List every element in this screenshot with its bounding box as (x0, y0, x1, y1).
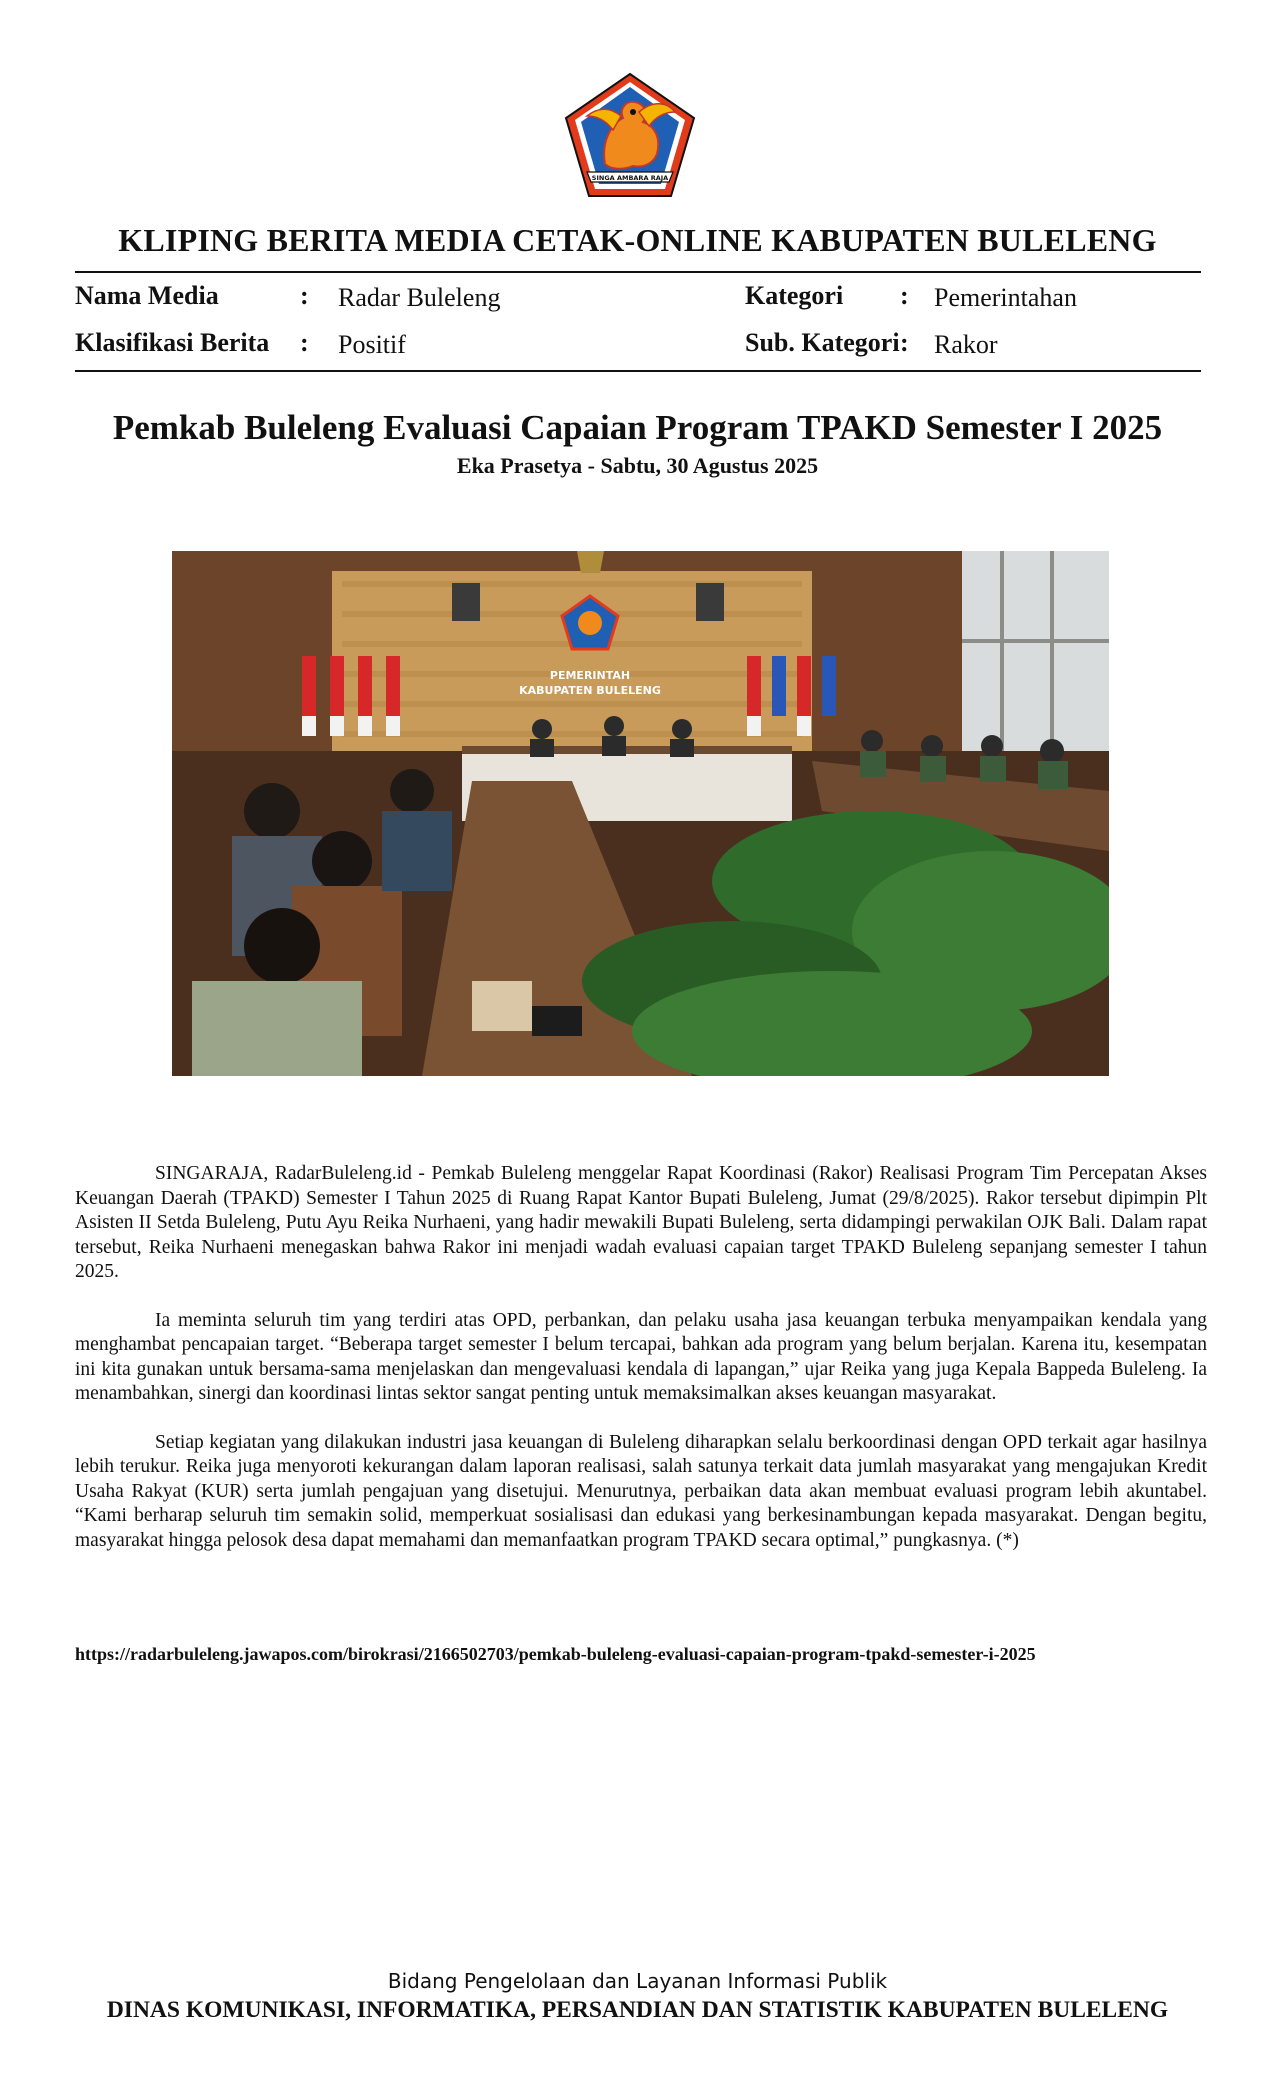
meeting-room-photo (172, 551, 1109, 1076)
article-byline: Eka Prasetya - Sabtu, 30 Agustus 2025 (456, 453, 819, 478)
document-title: KLIPING BERITA MEDIA CETAK-ONLINE KABUPATEN BULELENG (118, 222, 1157, 258)
emblem-banner-text: SINGA AMBARA RAJA (591, 174, 669, 182)
top-divider (75, 271, 1201, 273)
subcategory-label: Sub. Kategori (745, 328, 900, 357)
source-url-link[interactable]: https://radarbuleleng.jawapos.com/birokrasi/2166502703/pemkab-buleleng-evaluasi-capaian-program-tpakd-semester-i-2025 (75, 1644, 1036, 1664)
classification-value: Positif (338, 330, 406, 359)
subcategory-value: Rakor (934, 330, 998, 359)
media-colon: : (300, 281, 309, 310)
article-paragraph: Ia meminta seluruh tim yang terdiri atas OPD, perbankan, dan pelaku usaha jasa keuangan terbuka menyampaikan kendala yang menghambat pencapaian target. “Beberapa target semester I belum tercapai, bahkan ada program yang belum berjalan. Karena itu, kesempatan ini kita gunakan untuk bersama-sama menjelaskan dan mengevaluasi kendala di lapangan,” ujar Reika yang juga Kepala Bappeda Buleleng. Ia menambahkan, sinergi dan koordinasi lintas sektor sangat penting untuk memaksimalkan akses keuangan masyarakat. (75, 1309, 1207, 1404)
article-paragraph: SINGARAJA, RadarBuleleng.id - Pemkab Buleleng menggelar Rapat Koordinasi (Rakor) Realisasi Program Tim Percepatan Akses Keuangan Daerah (TPAKD) Semester I Tahun 2025 di Ruang Rapat Kantor Bupati Buleleng, Jumat (29/8/2025). Rakor tersebut dipimpin Plt Asisten II Setda Buleleng, Putu Ayu Reika Nurhaeni, yang hadir mewakili Bupati Buleleng, serta didampingi perwakilan OJK Bali. Dalam rapat tersebut, Reika Nurhaeni menegaskan bahwa Rakor ini menjadi wadah evaluasi capaian target TPAKD Buleleng sepanjang semester I tahun 2025. (75, 1163, 1207, 1282)
footer-agency: DINAS KOMUNIKASI, INFORMATIKA, PERSANDIAN DAN STATISTIK KABUPATEN BULELENG (106, 1997, 1169, 2023)
buleleng-regency-emblem-icon (563, 72, 697, 200)
wall-text-line2: KABUPATEN BULELENG (519, 684, 661, 697)
category-colon: : (900, 281, 909, 310)
article-body (75, 1162, 1207, 1577)
article-paragraph: Setiap kegiatan yang dilakukan industri jasa keuangan di Buleleng diharapkan selalu berkoordinasi dengan OPD terkait agar hasilnya lebih terukur. Reika juga menyoroti kekurangan dalam laporan realisasi, salah satunya terkait data jumlah masyarakat yang mengajukan Kredit Usaha Rakyat (KUR) serta jumlah pengajuan yang disetujui. Menurutnya, perbaikan data akan membuat evaluasi program lebih akuntabel. “Kami berharap seluruh tim semakin solid, memperkuat sosialisasi dan edukasi yang berkesinambungan kepada masyarakat. Dengan begitu, masyarakat hingga pelosok desa dapat memahami dan memanfaatkan program TPAKD secara optimal,” pungkasnya. (*) (75, 1431, 1207, 1551)
article-title: Pemkab Buleleng Evaluasi Capaian Program TPAKD Semester I 2025 (112, 408, 1163, 447)
classification-label: Klasifikasi Berita (75, 328, 270, 357)
footer-department: Bidang Pengelolaan dan Layanan Informasi Publik (387, 1969, 888, 1993)
category-value: Pemerintahan (934, 283, 1077, 312)
classification-colon: : (300, 328, 309, 357)
media-value: Radar Buleleng (338, 283, 501, 312)
bottom-divider (75, 370, 1201, 372)
category-label: Kategori (745, 281, 844, 310)
wall-text-line1: PEMERINTAH (549, 669, 631, 682)
media-label: Nama Media (75, 281, 219, 310)
subcategory-colon: : (900, 328, 909, 357)
